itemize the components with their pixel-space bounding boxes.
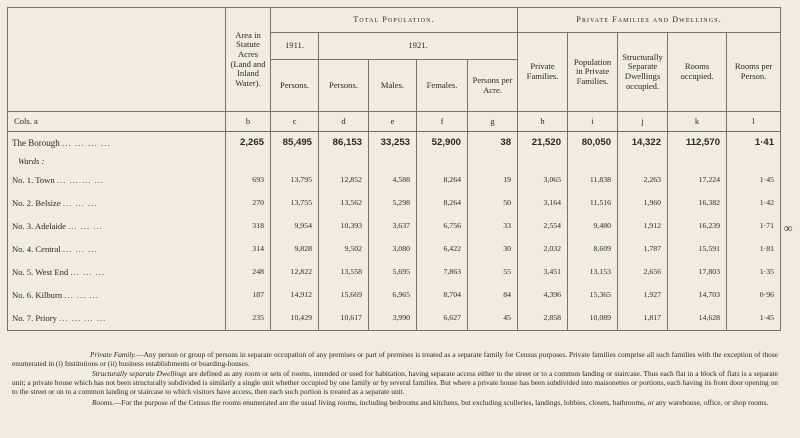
table-cell: 2,656	[618, 261, 668, 284]
empty-cell	[417, 154, 468, 169]
leader-dots: ... ... ...	[62, 243, 98, 254]
header-population-private-families: Population in Private Families.	[568, 33, 618, 112]
note-term: Rooms.	[92, 397, 114, 407]
table-cell: 10,089	[568, 307, 618, 331]
table-cell: 2,265	[226, 132, 271, 155]
table-cell: 1·71	[727, 215, 781, 238]
col-letter: h	[518, 112, 568, 132]
table-cell: 8,264	[417, 169, 468, 192]
table-cell: 10,393	[319, 215, 369, 238]
table-cell: 13,755	[271, 192, 319, 215]
table-cell: 8,704	[417, 284, 468, 307]
table-cell: 13,558	[319, 261, 369, 284]
note-text: —For the purpose of the Census the rooms enumerated are the usual living rooms, including bedrooms and kitchens, but excluding sculleries, landings, lobbies, closets, bathrooms, or any warehouse, office, or shop rooms.	[113, 397, 769, 407]
header-males: Males.	[369, 60, 417, 112]
table-cell: 4,396	[518, 284, 568, 307]
table-cell: 9,502	[319, 238, 369, 261]
note-term: Structurally separate Dwellings	[92, 369, 187, 379]
table-cell: 14,703	[668, 284, 727, 307]
table-cell: 1·45	[727, 169, 781, 192]
row-name-cell	[8, 132, 226, 155]
header-private-families: Private Families.	[518, 33, 568, 112]
col-letter: Cols. a	[8, 112, 226, 132]
leader-dots: ... ... ...	[62, 197, 98, 208]
empty-cell	[618, 154, 668, 169]
table-cell: 11,838	[568, 169, 618, 192]
table-cell: 85,495	[271, 132, 319, 155]
table-cell: 12,822	[271, 261, 319, 284]
header-total-population: Total Population.	[271, 8, 518, 33]
row-name: No. 7. Priory	[12, 312, 57, 323]
empty-cell	[369, 154, 417, 169]
note-text: —Any person or group of persons in separate occupation of any premises or part of premises is treated as a separate family for Census purposes. Private families comprise all such families with the exception of those enumerated in (i) Institutions or (ii) business establishments or boarding-houses.	[12, 350, 778, 368]
table-cell: 15,365	[568, 284, 618, 307]
table-cell: 248	[226, 261, 271, 284]
leader-dots: ... ... ... ...	[56, 174, 105, 185]
table-cell: 14,912	[271, 284, 319, 307]
col-letter: k	[668, 112, 727, 132]
col-letter: j	[618, 112, 668, 132]
table-cell: 52,900	[417, 132, 468, 155]
table-cell: 10,429	[271, 307, 319, 331]
table-row	[8, 132, 781, 155]
table-cell: 1·41	[727, 132, 781, 155]
row-name: No. 2. Belsize	[12, 197, 61, 208]
header-structurally-separate: Structurally Separate Dwellings occupied.	[618, 33, 668, 112]
table-cell: 84	[468, 284, 518, 307]
row-name-cell	[8, 169, 226, 192]
table-row	[8, 192, 781, 215]
table-cell: 86,153	[319, 132, 369, 155]
note-term: Private Family.	[90, 350, 137, 359]
table-cell: 9,954	[271, 215, 319, 238]
wards-label: Wards :	[8, 154, 226, 169]
col-letter: i	[568, 112, 618, 132]
empty-cell	[668, 154, 727, 169]
table-cell: 9,480	[568, 215, 618, 238]
empty-cell	[727, 154, 781, 169]
table-cell: 1,927	[618, 284, 668, 307]
header-persons-1911: Persons.	[271, 60, 319, 112]
col-letter: l	[727, 112, 781, 132]
header-area: Area in Statute Acres (Land and Inland Water).	[226, 8, 271, 112]
empty-cell	[518, 154, 568, 169]
table-cell: 9,828	[271, 238, 319, 261]
leader-dots: ... ... ... ...	[62, 137, 111, 148]
note-private-family	[12, 351, 778, 368]
row-name-cell	[8, 261, 226, 284]
header-1911: 1911.	[271, 33, 319, 60]
table-cell: 3,080	[369, 238, 417, 261]
table-cell: 2,032	[518, 238, 568, 261]
table-cell: 235	[226, 307, 271, 331]
row-name: No. 6. Kilburn	[12, 289, 63, 300]
row-name-cell	[8, 238, 226, 261]
row-name-cell	[8, 215, 226, 238]
header-persons-1921: Persons.	[319, 60, 369, 112]
row-name: The Borough	[12, 137, 60, 148]
census-table	[7, 7, 781, 331]
leader-dots: ... ... ...	[70, 266, 105, 277]
header-blank-cell	[8, 8, 226, 112]
table-cell: 55	[468, 261, 518, 284]
table-cell: 8,264	[417, 192, 468, 215]
row-name: No. 1. Town	[12, 174, 55, 185]
table-cell: 50	[468, 192, 518, 215]
table-body	[8, 132, 781, 331]
table-cell: 33	[468, 215, 518, 238]
col-letter: d	[319, 112, 369, 132]
table-cell: 2,263	[618, 169, 668, 192]
note-rooms	[12, 399, 778, 408]
note-structurally-separate	[12, 370, 778, 396]
row-name-cell	[8, 192, 226, 215]
table-cell: 270	[226, 192, 271, 215]
table-cell: 187	[226, 284, 271, 307]
table-cell: 2,858	[518, 307, 568, 331]
margin-mark: ∞	[784, 221, 793, 235]
table-cell: 38	[468, 132, 518, 155]
table-cell: 13,153	[568, 261, 618, 284]
table-cell: 1,960	[618, 192, 668, 215]
table-cell: 17,224	[668, 169, 727, 192]
table-cell: 16,382	[668, 192, 727, 215]
header-females: Females.	[417, 60, 468, 112]
row-name: No. 3. Adelaide	[12, 220, 66, 231]
table-cell: 112,570	[668, 132, 727, 155]
table-cell: 318	[226, 215, 271, 238]
table-cell: 11,516	[568, 192, 618, 215]
table-cell: 5,695	[369, 261, 417, 284]
table-cell: 30	[468, 238, 518, 261]
table-cell: 2,554	[518, 215, 568, 238]
table-cell: 17,803	[668, 261, 727, 284]
table-cell: 3,451	[518, 261, 568, 284]
table-cell: 15,669	[319, 284, 369, 307]
table-cell: 5,298	[369, 192, 417, 215]
table-cell: 4,588	[369, 169, 417, 192]
row-name-cell	[8, 307, 226, 331]
table-cell: 1·35	[727, 261, 781, 284]
table-cell: 10,617	[319, 307, 369, 331]
table-cell: 13,795	[271, 169, 319, 192]
table-cell: 1,787	[618, 238, 668, 261]
leader-dots: ... ... ...	[68, 220, 103, 231]
table-cell: 8,609	[568, 238, 618, 261]
table-cell: 3,065	[518, 169, 568, 192]
table-cell: 6,756	[417, 215, 468, 238]
footnotes	[12, 351, 778, 409]
note-text: are defined as any room or sets of rooms, intended or used for habitation, having separate access either to the street or to a common landing or staircase. Thus each flat in a block of flats is a separate unit; a private house which has not been structurally subdivided is similarly a single unit whether occupied by one family or by several families. But where a private house has been subdivided into maisonettes or portions, each having its front door opening on to the street or on to a common landing or staircase to which visitors have access, then each such portion is treated as a separate unit.	[12, 369, 778, 396]
col-letter: e	[369, 112, 417, 132]
col-letter: c	[271, 112, 319, 132]
table-cell: 0·96	[727, 284, 781, 307]
table-cell: 314	[226, 238, 271, 261]
table-row	[8, 261, 781, 284]
table-row	[8, 169, 781, 192]
table-cell: 3,164	[518, 192, 568, 215]
row-name: No. 4. Central	[12, 243, 61, 254]
table-row	[8, 307, 781, 331]
table-cell: 6,627	[417, 307, 468, 331]
wards-heading-row	[8, 154, 781, 169]
empty-cell	[226, 154, 271, 169]
col-letter: g	[468, 112, 518, 132]
table-cell: 19	[468, 169, 518, 192]
table-cell: 13,562	[319, 192, 369, 215]
empty-cell	[271, 154, 319, 169]
table-cell: 14,628	[668, 307, 727, 331]
row-name: No. 5. West End	[12, 266, 69, 277]
table-row	[8, 284, 781, 307]
table-cell: 3,990	[369, 307, 417, 331]
table-cell: 1·42	[727, 192, 781, 215]
header-1921: 1921.	[319, 33, 518, 60]
table-cell: 12,852	[319, 169, 369, 192]
table-cell: 1·45	[727, 307, 781, 331]
table-cell: 1·81	[727, 238, 781, 261]
table-row	[8, 238, 781, 261]
header-private-families-dwellings: Private Families and Dwellings.	[518, 8, 781, 33]
leader-dots: ... ... ...	[64, 289, 99, 300]
row-name-cell	[8, 284, 226, 307]
table-cell: 6,965	[369, 284, 417, 307]
leader-dots: ... ... ... ...	[59, 312, 107, 323]
header-rooms-occupied: Rooms occupied.	[668, 33, 727, 112]
table-cell: 1,817	[618, 307, 668, 331]
empty-cell	[468, 154, 518, 169]
table-cell: 16,239	[668, 215, 727, 238]
table-cell: 33,253	[369, 132, 417, 155]
table-cell: 15,591	[668, 238, 727, 261]
header-persons-per-acre: Persons per Acre.	[468, 60, 518, 112]
table-cell: 1,912	[618, 215, 668, 238]
table-cell: 693	[226, 169, 271, 192]
table-cell: 3,637	[369, 215, 417, 238]
col-letter: b	[226, 112, 271, 132]
empty-cell	[319, 154, 369, 169]
table-cell: 21,520	[518, 132, 568, 155]
table-row	[8, 215, 781, 238]
table-cell: 45	[468, 307, 518, 331]
empty-cell	[568, 154, 618, 169]
column-letters-row	[8, 112, 781, 132]
table-cell: 14,322	[618, 132, 668, 155]
table-cell: 7,863	[417, 261, 468, 284]
col-letter: f	[417, 112, 468, 132]
header-rooms-per-person: Rooms per Person.	[727, 33, 781, 112]
table-cell: 6,422	[417, 238, 468, 261]
table-cell: 80,050	[568, 132, 618, 155]
